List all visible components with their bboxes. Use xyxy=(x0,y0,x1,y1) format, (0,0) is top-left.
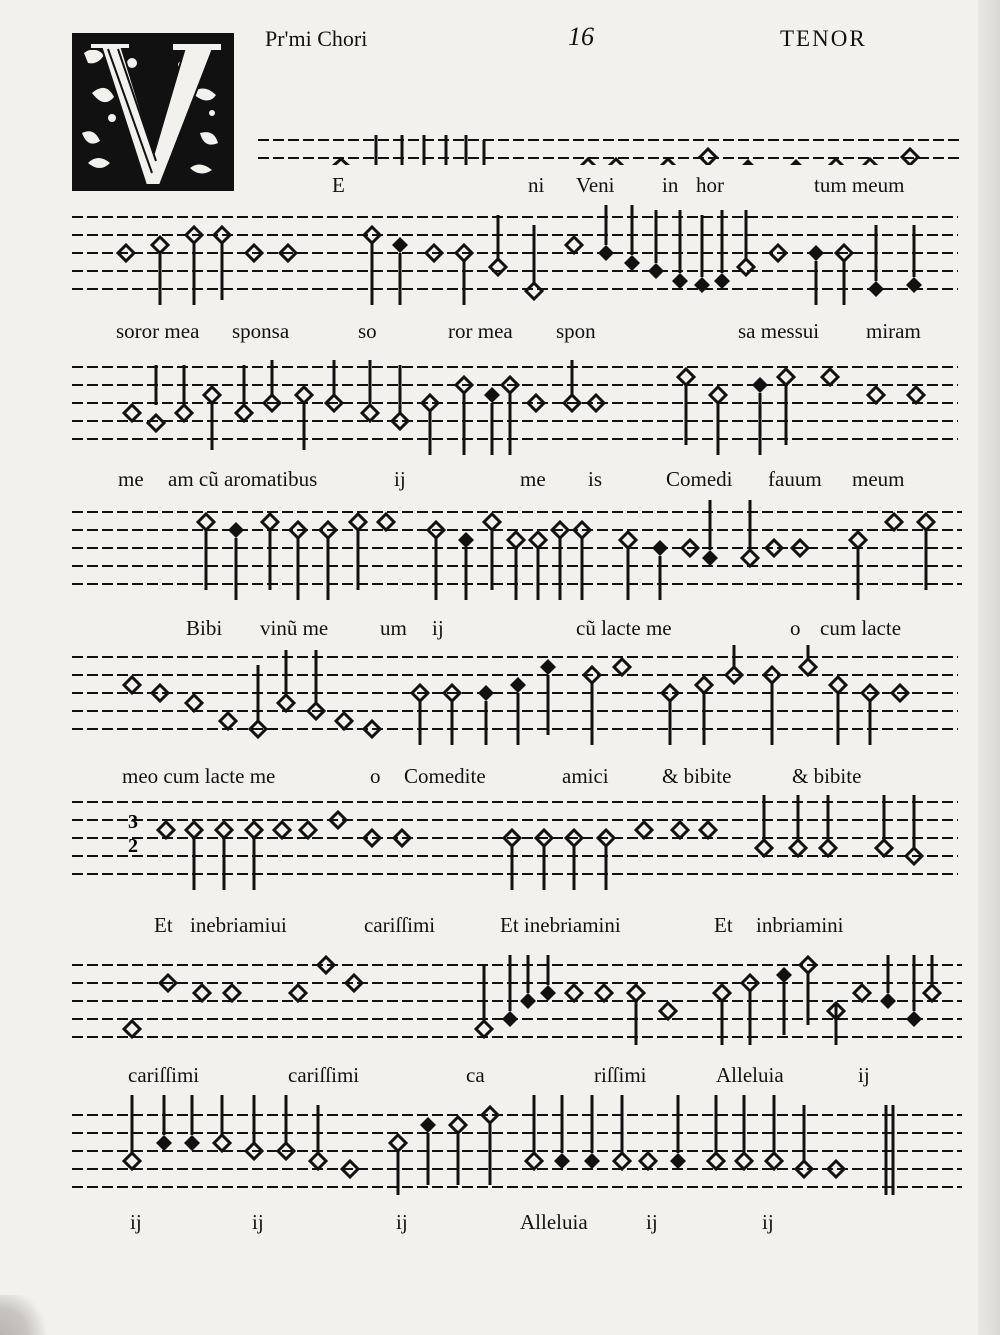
lyric: ij xyxy=(394,467,406,491)
lyric: cariſſimi xyxy=(288,1063,360,1087)
lyric: fauum xyxy=(768,467,822,491)
lyric: ij xyxy=(432,616,444,640)
lyric: Alleluia xyxy=(520,1210,588,1234)
svg-text:2: 2 xyxy=(128,835,138,857)
lyric: hor xyxy=(696,173,724,197)
lyric: Et xyxy=(714,913,733,937)
music-staff xyxy=(0,65,1000,165)
lyric: ij xyxy=(252,1210,264,1234)
lyric: so xyxy=(358,319,377,343)
lyric: ij xyxy=(396,1210,408,1234)
lyric: & bibite xyxy=(792,764,862,788)
lyric: o xyxy=(790,616,801,640)
lyric: & bibite xyxy=(662,764,732,788)
music-staff xyxy=(0,500,1000,610)
lyric: cariſſimi xyxy=(364,913,436,937)
lyric: cum lacte xyxy=(820,616,902,640)
lyric: in xyxy=(662,173,679,197)
lyric: inbriamini xyxy=(756,913,844,937)
lyric: ij xyxy=(858,1063,870,1087)
lyric: tum meum xyxy=(814,173,905,197)
lyric: Alleluia xyxy=(716,1063,784,1087)
lyric: Et xyxy=(154,913,173,937)
lyric: sa messui xyxy=(738,319,820,343)
music-staff xyxy=(0,1085,1000,1195)
music-staff xyxy=(0,645,1000,755)
lyric: Et inebriamini xyxy=(500,913,621,937)
lyric: um xyxy=(380,616,407,640)
lyric: is xyxy=(588,467,603,491)
lyric: E xyxy=(332,173,345,197)
lyric: me xyxy=(520,467,546,491)
music-staff xyxy=(0,790,1000,900)
page-corner-shadow xyxy=(0,1295,55,1335)
lyric: sponsa xyxy=(232,319,290,343)
lyric: vinũ me xyxy=(260,616,329,640)
lyric: cũ lacte me xyxy=(576,616,672,640)
lyric: Comedi xyxy=(666,467,733,491)
lyric: ror mea xyxy=(448,319,513,343)
lyric: Comedite xyxy=(404,764,486,788)
lyric: ij xyxy=(762,1210,774,1234)
lyric: Bibi xyxy=(186,616,223,640)
page-number: 16 xyxy=(568,22,594,51)
lyric: am cũ aromatibus xyxy=(168,467,318,491)
lyric: ca xyxy=(466,1063,485,1087)
lyric: ni xyxy=(528,173,545,197)
voice-part-label: TENOR xyxy=(780,26,867,51)
music-staff xyxy=(0,205,1000,315)
music-staff xyxy=(0,355,1000,465)
lyric: me xyxy=(118,467,144,491)
lyric: amici xyxy=(562,764,609,788)
lyric: inebriamiui xyxy=(190,913,287,937)
time-signature: 3 xyxy=(128,811,138,833)
choir-label: Pr'mi Chori xyxy=(265,26,368,51)
music-staff xyxy=(0,935,1000,1045)
lyric: Veni xyxy=(576,173,615,197)
lyric: spon xyxy=(556,319,596,343)
lyric: riſſimi xyxy=(594,1063,647,1087)
lyric: o xyxy=(370,764,381,788)
lyric: soror mea xyxy=(116,319,200,343)
lyric: ij xyxy=(130,1210,142,1234)
lyric: meum xyxy=(852,467,905,491)
lyric: ij xyxy=(646,1210,658,1234)
lyric: miram xyxy=(866,319,921,343)
lyric: cariſſimi xyxy=(128,1063,200,1087)
lyric: meo cum lacte me xyxy=(122,764,276,788)
